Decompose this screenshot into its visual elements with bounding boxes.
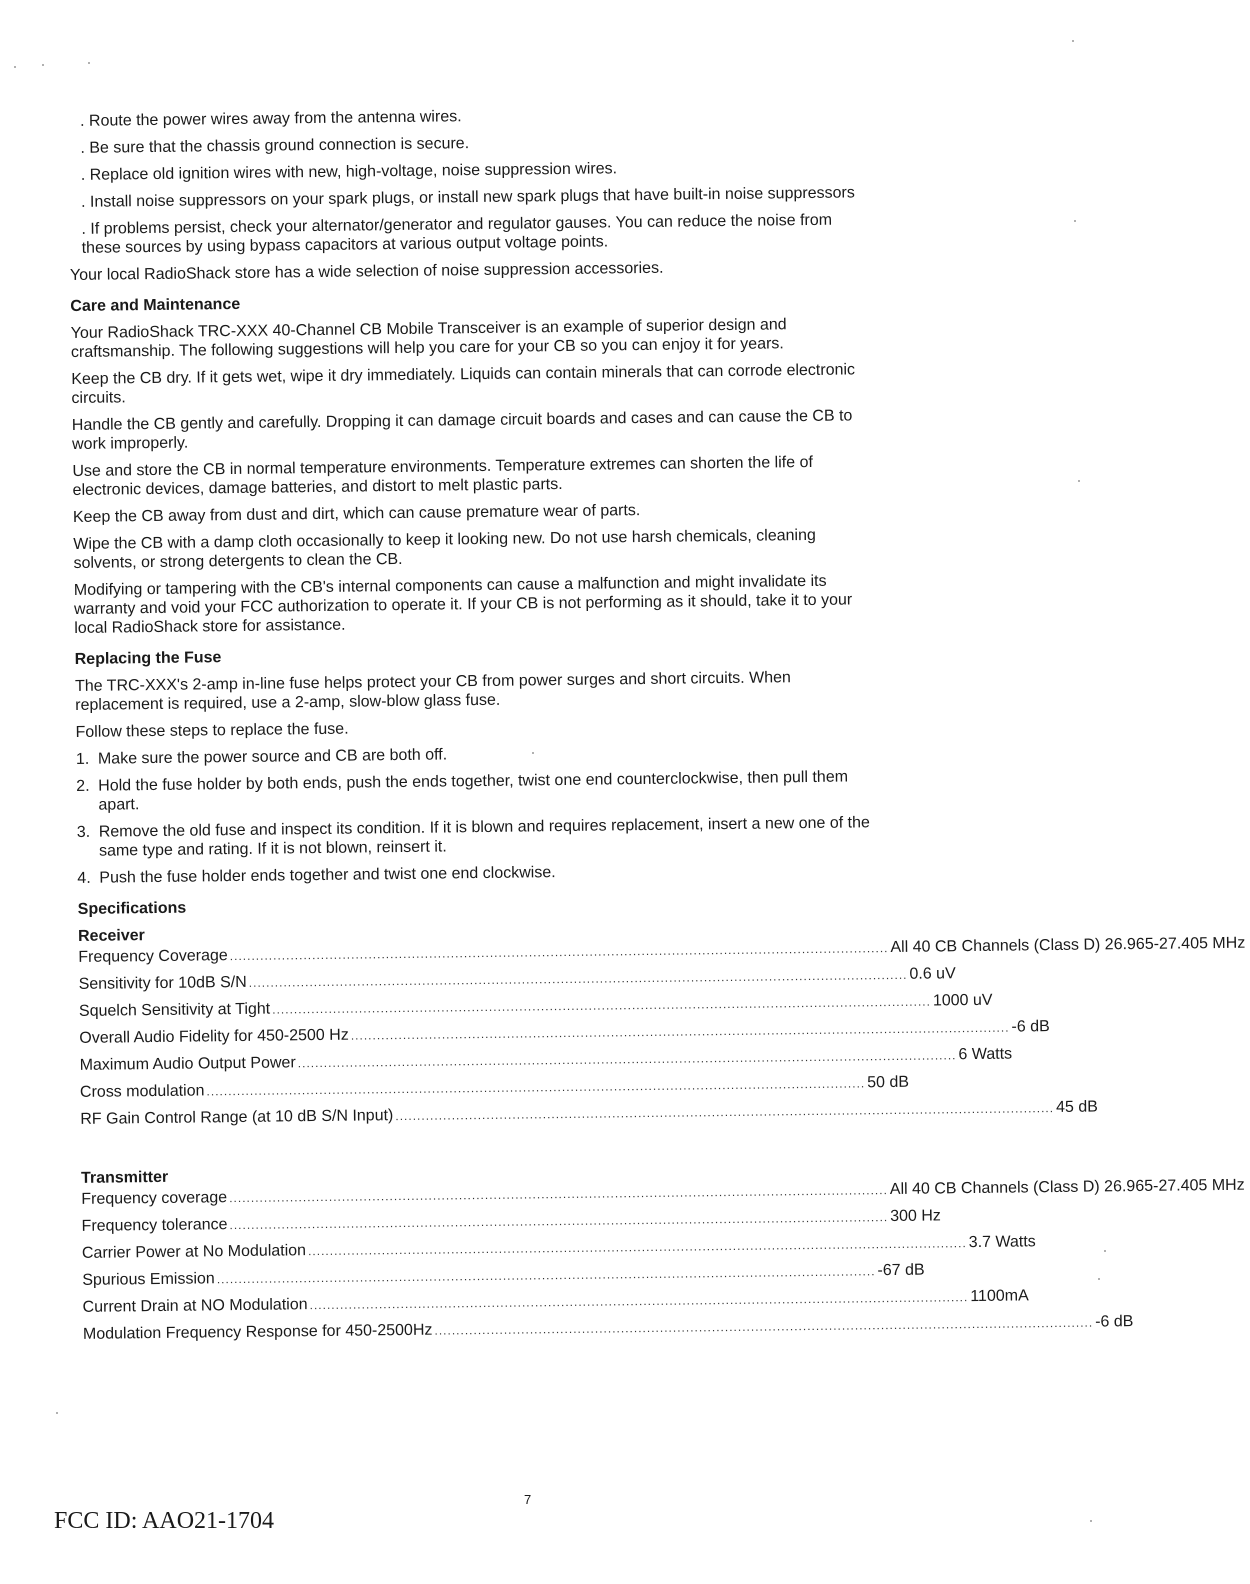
spec-value: 6 Watts <box>958 1045 1013 1064</box>
care-paragraph: Keep the CB away from dust and dirt, which can cause premature wear of parts. <box>72 502 641 526</box>
accessories-note: Your local RadioShack store has a wide selection of noise suppression accessories. <box>69 259 664 284</box>
spec-label: Overall Audio Fidelity for 450-2500 Hz <box>79 1026 349 1047</box>
transmitter-heading: Transmitter <box>80 1168 169 1187</box>
scan-speck <box>532 752 534 754</box>
care-paragraph: Your RadioShack TRC-XXX 40-Channel CB Mobile Transceiver is an example of superior design and craftsmanship. The following suggestions will help you care for your CB so you can enjoy it for years. <box>70 316 787 361</box>
step-item <box>76 767 876 815</box>
step-item <box>76 740 876 769</box>
fuse-paragraph: Follow these steps to replace the fuse. <box>75 720 349 741</box>
step-text: Hold the fuse holder by both ends, push the ends together, twist one end counterclockwise, then pull them apart. <box>98 768 849 814</box>
care-paragraph: Modifying or tampering with the CB's internal components can cause a malfunction and might invalidate its warranty and void your FCC authorization to operate it. If your CB is not performing as it should, take it to your local RadioShack store for assistance. <box>73 572 853 637</box>
content-column <box>68 102 1246 1352</box>
spec-value: 3.7 Watts <box>968 1233 1036 1252</box>
care-paragraph: Keep the CB dry. If it gets wet, wipe it dry immediately. Liquids can contain minerals that can corrode electronic circuits. <box>71 361 856 407</box>
scan-speck <box>1072 40 1074 42</box>
spec-value: 300 Hz <box>890 1207 941 1226</box>
spec-row: Overall Audio Fidelity for 450-2500 Hz ........................................................................................................................................................ -6 dB <box>79 1018 1050 1047</box>
spec-row: Current Drain at NO Modulation ........................................................................................................................................................ 1100mA <box>82 1287 1029 1316</box>
spec-value: 1100mA <box>970 1287 1029 1306</box>
scan-speck <box>1074 220 1076 222</box>
spec-label: Cross modulation <box>79 1082 205 1101</box>
step-item <box>77 813 877 861</box>
care-paragraph: Wipe the CB with a damp cloth occasionally to keep it looking new. Do not use harsh chemicals, cleaning solvents, or strong detergents to clean the CB. <box>73 526 816 572</box>
spec-value: All 40 CB Channels (Class D) 26.965-27.405 MHz <box>890 934 1246 957</box>
scan-speck <box>1090 1520 1092 1522</box>
step-item <box>77 859 877 888</box>
spec-label: Maximum Audio Output Power <box>79 1054 296 1074</box>
care-heading: Care and Maintenance <box>70 295 241 315</box>
specs-heading: Specifications <box>77 899 187 918</box>
step-text: Remove the old fuse and inspect its condition. If it is blown and requires replacement, insert a new one of the same type and rating. If it is not blown, reinsert it. <box>98 814 870 860</box>
spec-label: Current Drain at NO Modulation <box>82 1296 308 1316</box>
spec-row: Frequency Coverage ........................................................................................................................................................ All 40 CB Channels (Class D) 26.965-27.405 MHz <box>78 934 1246 966</box>
step-number: 1. <box>75 750 90 768</box>
spec-value: All 40 CB Channels (Class D) 26.965-27.405 MHz <box>889 1176 1245 1199</box>
spec-row: Squelch Sensitivity at Tight ........................................................................................................................................................ 1000 uV <box>78 991 993 1020</box>
spec-value: 1000 uV <box>932 991 993 1010</box>
spec-row: Carrier Power at No Modulation ........................................................................................................................................................ 3.7 Watts <box>81 1233 1036 1262</box>
spec-row: Spurious Emission ........................................................................................................................................................ -67 dB <box>82 1261 925 1289</box>
step-number: 4. <box>77 869 91 887</box>
scan-speck <box>88 62 90 64</box>
fuse-heading: Replacing the Fuse <box>74 649 222 668</box>
spec-row: Sensitivity for 10dB S/N ........................................................................................................................................................ 0.6 uV <box>78 965 956 993</box>
spec-row: Maximum Audio Output Power ........................................................................................................................................................ 6 Watts <box>79 1045 1013 1074</box>
spec-row: Frequency coverage ........................................................................................................................................................ All 40 CB Channels (Class D) 26.965-27.405 MHz <box>81 1176 1245 1208</box>
spec-label: Squelch Sensitivity at Tight <box>78 1000 271 1020</box>
care-paragraph: Use and store the CB in normal temperature environments. Temperature extremes can shorten the life of electronic devices, damage batteries, and distort to melt plastic parts. <box>72 453 813 499</box>
scan-speck <box>56 1412 58 1414</box>
step-text: Push the fuse holder ends together and twist one end clockwise. <box>99 864 556 887</box>
scan-speck <box>42 64 44 66</box>
spec-label: Carrier Power at No Modulation <box>81 1242 307 1262</box>
spec-row: Frequency tolerance ........................................................................................................................................................ 300 Hz <box>81 1207 941 1235</box>
spec-row: Modulation Frequency Response for 450-2500Hz ........................................................................................................................................................ -6 dB <box>82 1313 1134 1343</box>
scan-speck <box>14 66 16 68</box>
spec-value: 50 dB <box>867 1073 910 1092</box>
spec-row: RF Gain Control Range (at 10 dB S/N Input) ........................................................................................................................................................ 45 dB <box>80 1098 1098 1128</box>
page-number: 7 <box>524 1492 532 1507</box>
spec-label: Frequency coverage <box>81 1189 228 1208</box>
list-item: . Be sure that the chassis ground connection is secure. <box>80 135 470 157</box>
fuse-steps-list <box>76 740 878 888</box>
spec-value: 0.6 uV <box>909 965 956 983</box>
list-item: . Route the power wires away from the antenna wires. <box>80 108 462 130</box>
scan-speck <box>1078 480 1080 482</box>
scan-speck <box>1098 1278 1100 1280</box>
step-number: 3. <box>76 823 91 841</box>
spec-label: Frequency Coverage <box>78 947 228 966</box>
spec-value: 45 dB <box>1055 1098 1098 1117</box>
step-text: Make sure the power source and CB are both off. <box>97 746 448 768</box>
spec-row: Cross modulation ........................................................................................................................................................ 50 dB <box>79 1073 910 1101</box>
spec-label: Sensitivity for 10dB S/N <box>78 973 247 993</box>
step-number: 2. <box>76 777 90 795</box>
spec-value: -6 dB <box>1011 1018 1050 1036</box>
care-paragraph: Handle the CB gently and carefully. Dropping it can damage circuit boards and cases and can cause the CB to work improperly. <box>71 407 853 453</box>
spec-label: Spurious Emission <box>82 1270 215 1289</box>
spec-value: -67 dB <box>877 1261 925 1280</box>
spec-value: -6 dB <box>1095 1313 1134 1331</box>
receiver-heading: Receiver <box>77 927 145 945</box>
scan-speck <box>1104 1250 1106 1252</box>
noise-tips-list <box>68 102 870 258</box>
spec-label: Modulation Frequency Response for 450-2500Hz <box>82 1321 433 1343</box>
list-item: . Install noise suppressors on your spark plugs, or install new spark plugs that have built-in noise suppressors <box>81 184 855 211</box>
fuse-paragraph: The TRC-XXX's 2-amp in-line fuse helps protect your CB from power surges and short circuits. When replacement is required, use a 2-amp, slow-blow glass fuse. <box>74 669 792 714</box>
spec-label: RF Gain Control Range (at 10 dB S/N Input) <box>80 1107 394 1128</box>
fcc-id: FCC ID: AAO21-1704 <box>54 1508 275 1534</box>
spec-label: Frequency tolerance <box>81 1216 228 1235</box>
list-item: . If problems persist, check your alternator/generator and regulator gauses. You can reduce the noise from these sources by using bypass capacitors at various output voltage points. <box>81 211 833 257</box>
list-item: . Replace old ignition wires with new, high-voltage, noise suppression wires. <box>80 160 618 184</box>
